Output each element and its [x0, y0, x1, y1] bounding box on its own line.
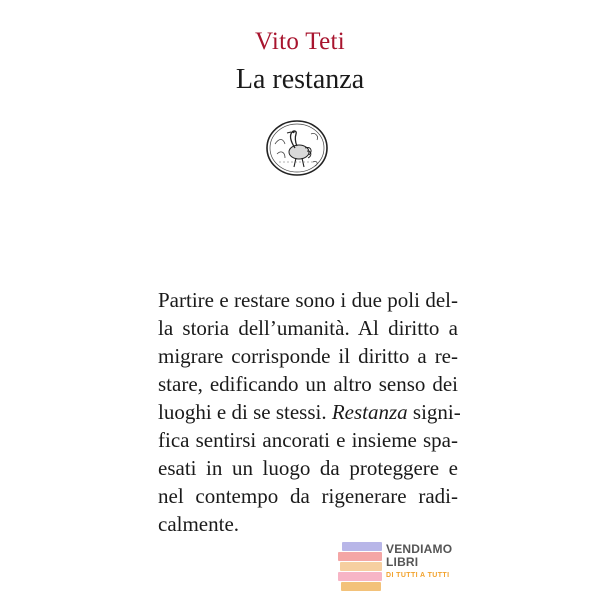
badge-brand-line2: LIBRI — [386, 555, 419, 569]
book-stripe — [341, 582, 381, 591]
publisher-ostrich-emblem-icon — [265, 118, 329, 178]
blurb-line: migrare corrisponde il diritto a re- — [158, 344, 458, 368]
badge-brand-line1: VENDIAMO — [386, 542, 453, 556]
book-stripe — [342, 542, 382, 551]
book-stack-icon — [338, 540, 384, 592]
blurb-italic-word: Restanza — [331, 400, 408, 424]
badge-brand — [386, 543, 452, 569]
blurb-line: nel contempo da rigenerare radi- — [158, 484, 458, 508]
badge-tagline: DI TUTTI A TUTTI — [386, 572, 450, 579]
book-stripe — [338, 552, 382, 561]
blurb-line: Partire e restare sono i due poli del- — [158, 288, 458, 312]
blurb-line: calmente. — [158, 512, 240, 536]
book-title: La restanza — [235, 64, 365, 95]
author-name: Vito Teti — [255, 28, 345, 55]
blurb-line: fica sentirsi ancorati e insieme spa- — [158, 428, 458, 452]
blurb-line: la storia dell’umanità. Al diritto a — [158, 316, 458, 340]
book-stripe — [340, 562, 382, 571]
blurb-line: stare, edificando un altro senso dei — [158, 372, 458, 396]
back-cover-blurb — [158, 286, 461, 538]
blurb-segment: luoghi e di se stessi. — [158, 400, 327, 424]
blurb-line-with-italic — [158, 398, 461, 426]
blurb-segment: signi- — [412, 400, 461, 424]
blurb-line: esati in un luogo da proteggere e — [158, 456, 458, 480]
book-stripe — [338, 572, 382, 581]
vendiamo-libri-badge — [338, 540, 453, 592]
